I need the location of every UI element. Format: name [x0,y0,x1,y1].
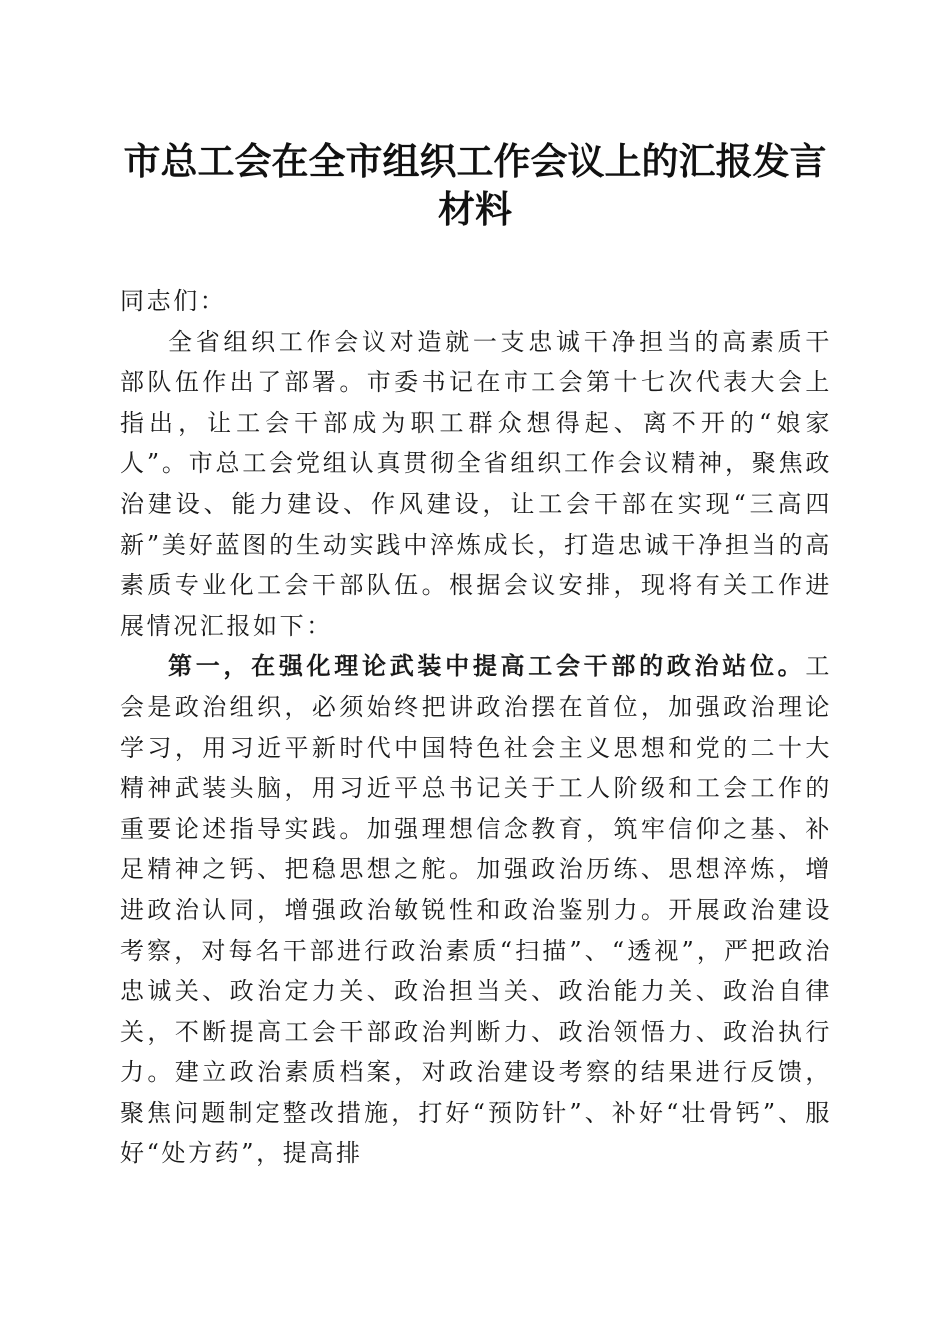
document-title: 市总工会在全市组织工作会议上的汇报发言材料 [123,140,827,231]
paragraph-section-1 [120,646,832,1174]
paragraph-intro: 全省组织工作会议对造就一支忠诚干净担当的高素质干部队伍作出了部署。市委书记在市工会第十七次代表大会上指出，让工会干部成为职工群众想得起、离不开的“娘家人”。市总工会党组认真贯彻全省组织工作会议精神，聚焦政治建设、能力建设、作风建设，让工会干部在实现“三高四新”美好蓝图的生动实践中淬炼成长，打造忠诚干净担当的高素质专业化工会干部队伍。根据会议安排，现将有关工作进展情况汇报如下： [120,327,832,640]
section-1-body: 工会是政治组织，必须始终把讲政治摆在首位，加强政治理论学习，用习近平新时代中国特色社会主义思想和党的二十大精神武装头脑，用习近平总书记关于工人阶级和工会工作的重要论述指导实践。加强理想信念教育，筑牢信仰之基、补足精神之钙、把稳思想之舵。加强政治历练、思想淬炼，增进政治认同，增强政治敏锐性和政治鉴别力。开展政治建设考察，对每名干部进行政治素质“扫描”、“透视”，严把政治忠诚关、政治定力关、政治担当关、政治能力关、政治自律关，不断提高工会干部政治判断力、政治领悟力、政治执行力。建立政治素质档案，对政治建设考察的结果进行反馈，聚焦问题制定整改措施，打好“预防针”、补好“壮骨钙”、服好“处方药”，提高排 [120,652,832,1168]
document-body [120,281,832,1174]
salutation: 同志们： [120,287,227,315]
section-1-heading: 第一，在强化理论武装中提高工会干部的政治站位。 [168,651,806,681]
